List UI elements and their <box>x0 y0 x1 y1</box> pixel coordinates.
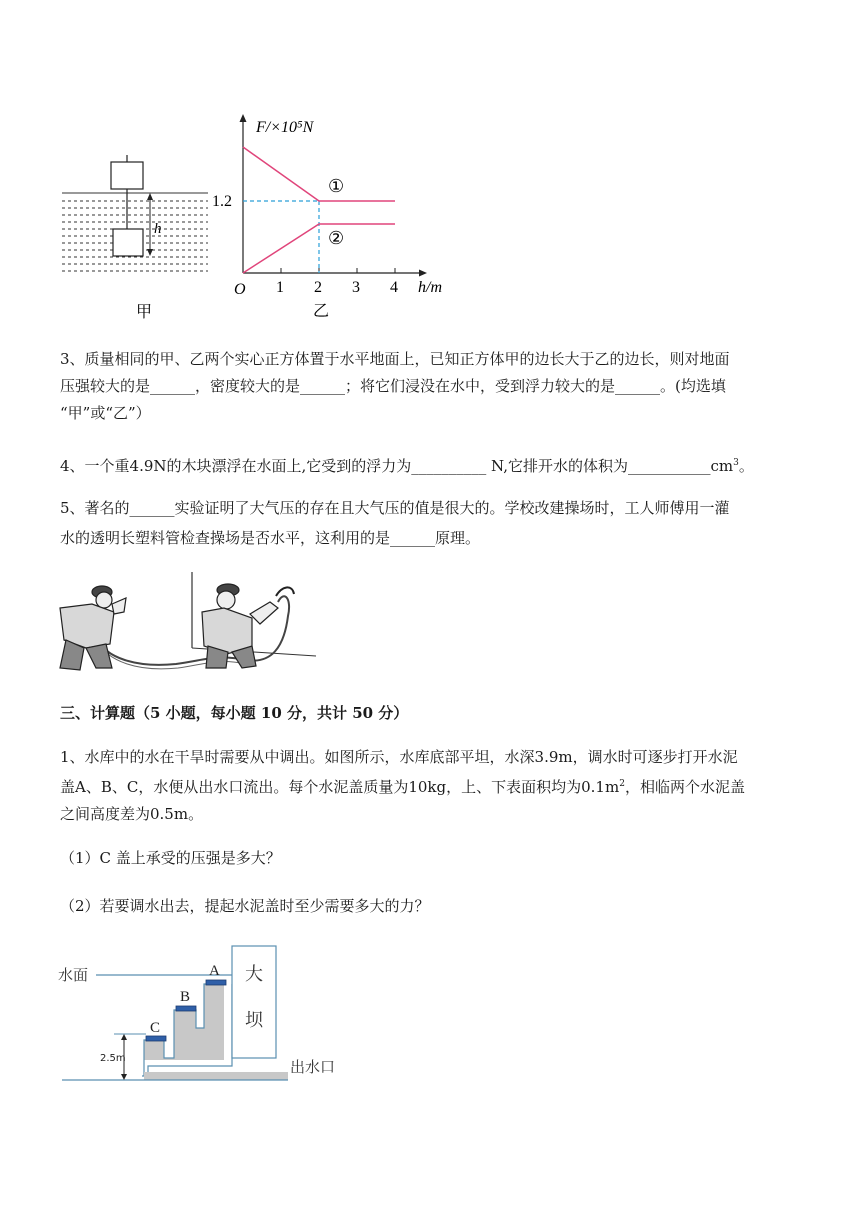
workers-illustration <box>56 568 318 674</box>
q4-text: 4、一个重4.9N的木块漂浮在水面上,它受到的浮力为__________ N,它排开水的体积为___________cm <box>60 457 734 475</box>
curve-1 <box>243 147 395 201</box>
x-tick-2: 2 <box>314 279 322 296</box>
calc-question-1 <box>60 744 808 828</box>
dam-figure <box>56 944 356 1084</box>
water-surface-label: 水面 <box>58 966 89 984</box>
height-label: 2.5m <box>100 1053 126 1064</box>
dam-char-2: 坝 <box>245 1010 263 1031</box>
c1-line-1: 1、水库中的水在干旱时需要从中调出。如图所示，水库底部平坦，水深3.9m，调水时可逐步打开水泥 <box>60 748 738 766</box>
x-axis-label: h/m <box>418 279 442 296</box>
c1-line-2-sup: 2 <box>619 779 625 789</box>
curve-2-label: ② <box>328 228 345 248</box>
section-3-heading: 三、计算题（5 小题，每小题 10 分，共计 50 分） <box>60 704 409 722</box>
origin-label: O <box>234 281 246 298</box>
dam-char-1: 大 <box>245 964 263 985</box>
q5-line-1: 5、著名的______实验证明了大气压的存在且大气压的值是很大的。学校改建操场时，工人师傅用一灌 <box>60 499 730 517</box>
outlet-label: 出水口 <box>290 1058 336 1076</box>
dam-body <box>232 946 276 1058</box>
q5-line-2: 水的透明长塑料管检查操场是否水平，这利用的是______原理。 <box>60 529 481 547</box>
label-yi: 乙 <box>313 303 330 320</box>
lid-c-label: C <box>150 1020 161 1036</box>
question-3 <box>60 346 808 427</box>
question-4 <box>60 450 808 480</box>
lid-b-label: B <box>180 989 191 1005</box>
label-jia: 甲 <box>136 304 153 320</box>
lid-a <box>206 980 226 985</box>
c1-sub-question-1: （1）C 盖上承受的压强是多大？ <box>60 849 281 867</box>
question-5 <box>60 495 808 552</box>
curve-1-label: ① <box>328 176 345 196</box>
q3-line-3: “甲”或“乙”） <box>60 404 151 422</box>
x-tick-4: 4 <box>390 279 398 296</box>
lid-b <box>176 1006 196 1011</box>
x-tick-3: 3 <box>352 279 360 296</box>
y-axis-label: F/×10⁵N <box>256 119 314 136</box>
figure-jia <box>58 155 218 320</box>
lid-c <box>146 1036 166 1041</box>
q3-line-1: 3、质量相同的甲、乙两个实心正方体置于水平地面上，已知正方体甲的边长大于乙的边长，则对地面 <box>60 350 730 368</box>
x-tick-1: 1 <box>276 279 284 296</box>
c1-sub-question-2: （2）若要调水出去，提起水泥盖时至少需要多大的力？ <box>60 897 430 915</box>
c1-line-2b: ，相临两个水泥盖 <box>624 778 745 796</box>
y-tick-1-2: 1.2 <box>212 193 232 210</box>
h-label: h <box>154 221 162 237</box>
figure-yi-graph <box>210 110 460 320</box>
c1-line-2 <box>60 771 808 801</box>
c1-line-2a: 盖A、B、C，水便从出水口流出。每个水泥盖质量为10kg，上、下表面积均为0.1m <box>60 778 620 796</box>
q4-end: 。 <box>738 457 754 475</box>
q4-sup: 3 <box>733 458 739 468</box>
lid-a-label: A <box>209 963 220 979</box>
c1-line-3: 之间高度差为0.5m。 <box>60 805 204 823</box>
q3-line-2: 压强较大的是______，密度较大的是______；将它们浸没在水中，受到浮力较大的是______。(均选填 <box>60 377 726 395</box>
